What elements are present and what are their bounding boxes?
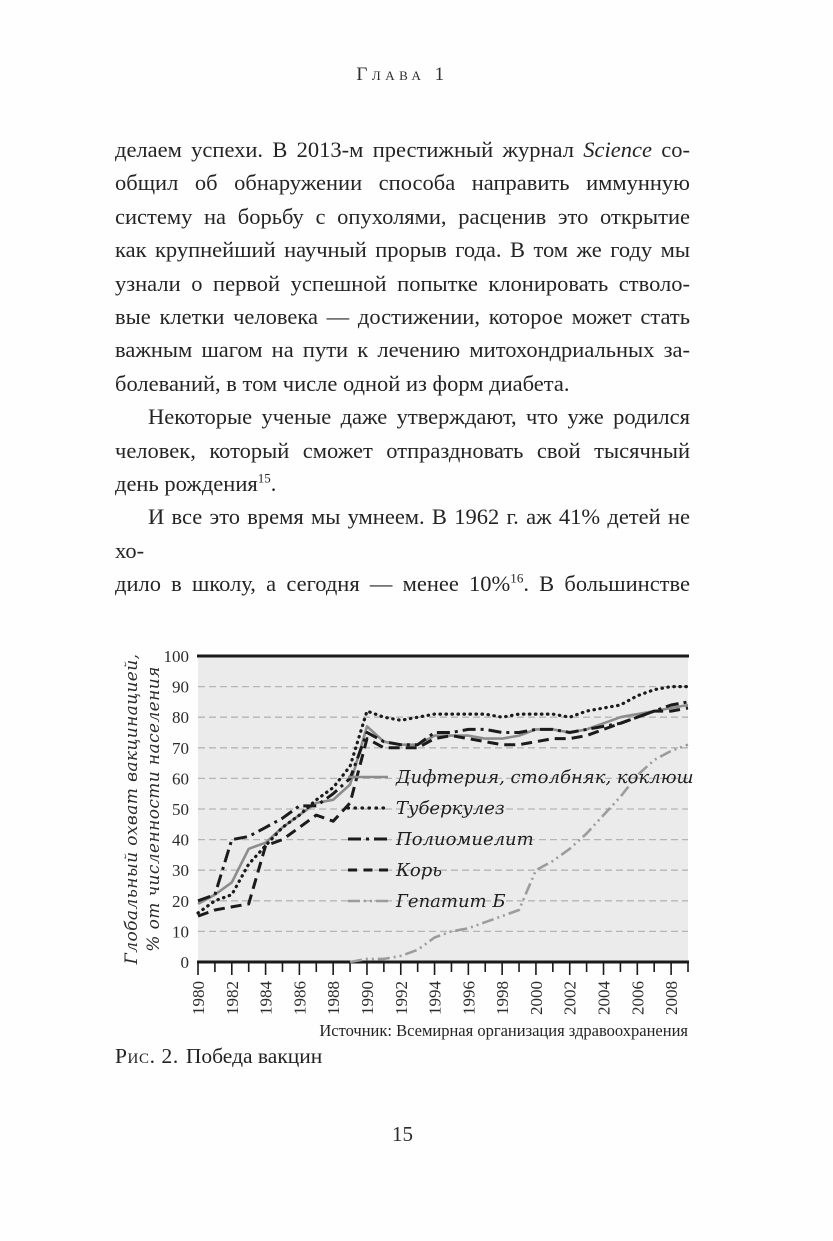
y-tick-label: 40: [172, 830, 189, 850]
body-line: день рождения$^{15}$.: [115, 470, 277, 497]
body-line: дило в школу, а сегодня — менее 10%$^{16}$. В большинстве: [115, 570, 690, 597]
legend-label-hepatitis-b: Гепатит Б: [396, 891, 506, 912]
x-tick-label: 1988: [324, 981, 344, 1015]
figure-caption: [115, 1044, 322, 1069]
x-tick-label: 2002: [560, 981, 580, 1015]
paragraph: [115, 500, 690, 600]
x-tick-label: 1998: [493, 981, 513, 1015]
x-tick-label: 1984: [256, 981, 276, 1015]
x-tick-label: 1982: [222, 981, 242, 1015]
x-tick-label: 2006: [628, 981, 648, 1015]
y-tick-label: 70: [172, 738, 189, 758]
x-tick-label: 1996: [459, 981, 479, 1015]
body-line: общил об обнаружении способа направить иммунную: [115, 170, 690, 196]
body-text: [115, 133, 690, 601]
legend-label-polio: Полиомиелит: [396, 829, 534, 850]
figure: [115, 645, 695, 1033]
body-line: вые клетки человека — достижении, которое может стать: [115, 304, 690, 330]
x-tick-label: 1994: [425, 981, 445, 1015]
body-line: делаем успехи. В 2013-м престижный журнал Science со-: [115, 137, 690, 162]
vaccination-coverage-chart: [115, 645, 695, 1033]
legend-label-dtp: Дифтерия, столбняк, коклюш: [396, 767, 694, 788]
body-line: как крупнейший научный прорыв года. В том же году мы: [115, 237, 690, 263]
body-line: человек, который сможет отпраздновать свой тысячный: [115, 437, 690, 463]
paragraph: [115, 400, 690, 500]
x-tick-label: 1992: [391, 981, 411, 1015]
y-tick-label: 30: [172, 861, 189, 881]
x-tick-label: 2000: [526, 981, 546, 1015]
body-line: И все это время мы умнеем. В 1962 г. аж 41% детей не хо-: [115, 504, 690, 563]
y-axis-label: % от численности населения: [144, 666, 164, 952]
y-tick-label: 10: [172, 922, 189, 942]
body-line: систему на борьбу с опухолями, расценив это открытие: [115, 203, 690, 229]
legend-label-measles: Корь: [396, 860, 443, 881]
x-tick-label: 2004: [594, 981, 614, 1015]
chart-source: Источник: Всемирная организация здравоохранения: [319, 1021, 688, 1040]
page-number: 15: [392, 1122, 413, 1146]
y-tick-label: 90: [172, 677, 189, 697]
body-line: важным шагом на пути к лечению митохондриальных за-: [115, 337, 690, 363]
x-tick-label: 1980: [189, 981, 208, 1015]
x-tick-label: 1986: [290, 981, 310, 1015]
y-tick-label: 20: [172, 891, 189, 911]
body-line: болеваний, в том числе одной из форм диабета.: [115, 370, 570, 396]
y-tick-label: 100: [163, 647, 189, 666]
y-axis-label: Глобальный охват вакцинацией,: [122, 653, 142, 965]
y-tick-label: 80: [172, 708, 189, 728]
paragraph: [115, 133, 690, 400]
legend-label-tuberculosis: Туберкулез: [396, 798, 505, 819]
figure-label: Рис. 2.: [115, 1044, 179, 1068]
figure-title: Победа вакцин: [185, 1044, 323, 1068]
x-tick-label: 2008: [662, 981, 682, 1015]
body-line: Некоторые ученые даже утверждают, что уже родился: [148, 404, 690, 430]
chapter-header: Глава 1: [356, 64, 449, 85]
y-tick-label: 0: [180, 953, 189, 972]
y-tick-label: 60: [172, 769, 189, 789]
y-tick-label: 50: [172, 800, 189, 819]
body-line: узнали о первой успешной попытке клонировать стволо-: [115, 270, 690, 296]
x-tick-label: 1990: [357, 981, 377, 1015]
